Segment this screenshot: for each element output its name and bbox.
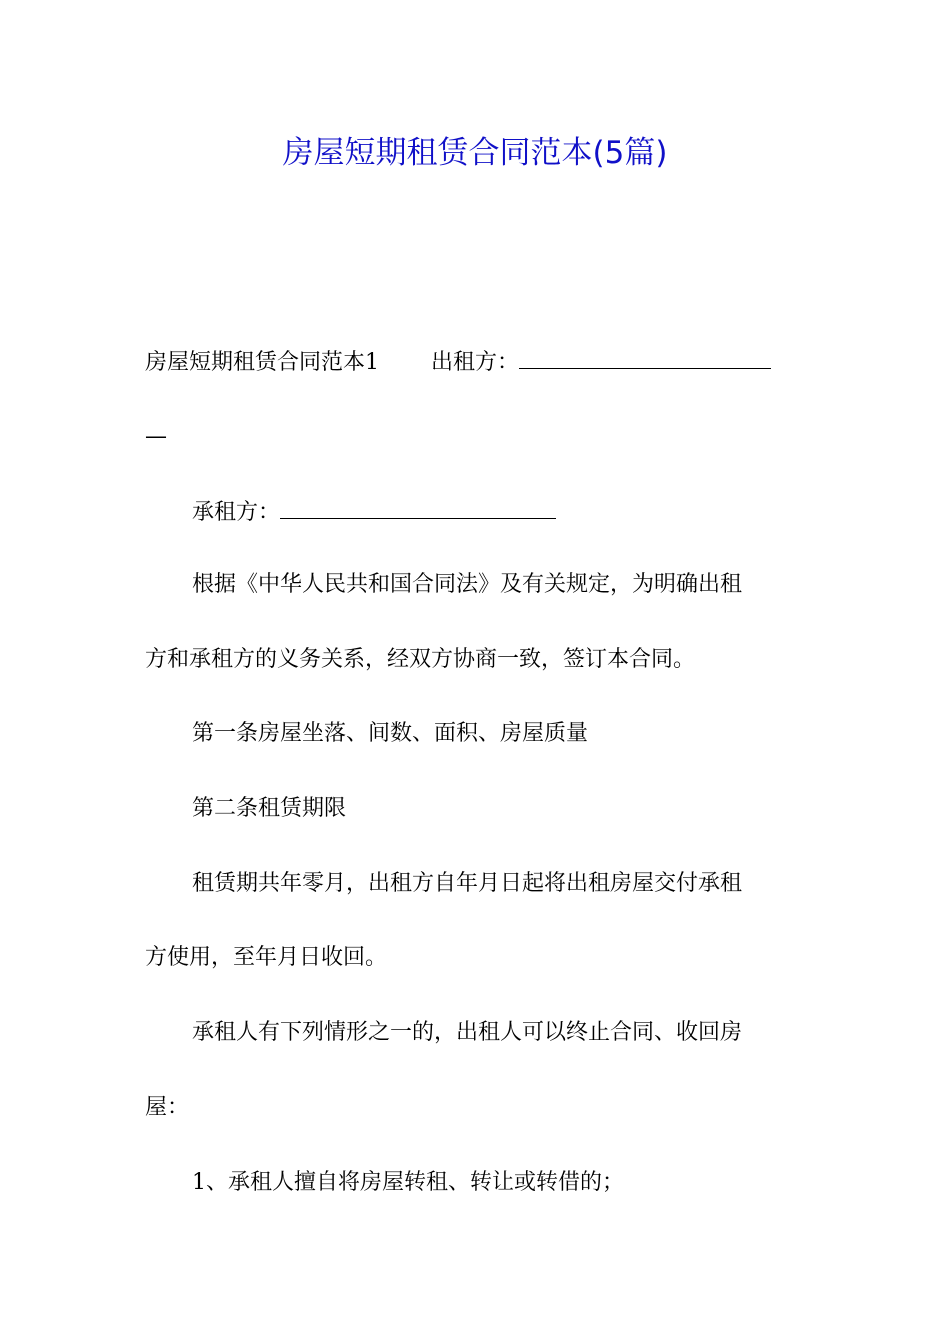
line-1 <box>145 344 771 380</box>
lessee-label: 承租方： <box>192 500 281 525</box>
lessor-blank-continuation: — <box>145 424 167 449</box>
article-one-heading: 第一条房屋坐落、间数、面积、房屋质量 <box>192 721 589 746</box>
paragraph-line: 根据《中华人民共和国合同法》及有关规定，为明确出租 <box>192 572 743 597</box>
paragraph-line: 屋： <box>145 1095 190 1120</box>
line-2 <box>145 420 167 454</box>
list-item: 1、承租人擅自将房屋转租、转让或转借的； <box>192 1170 624 1195</box>
lessor-blank <box>519 344 771 369</box>
lessor-label: 出租方： <box>431 350 520 375</box>
contract-heading: 房屋短期租赁合同范本1 <box>145 350 379 375</box>
paragraph-line: 方使用，至年月日收回。 <box>145 945 388 970</box>
document-title: 房屋短期租赁合同范本(5篇) <box>282 135 668 171</box>
paragraph-line: 方和承租方的义务关系，经双方协商一致，签订本合同。 <box>145 647 696 672</box>
paragraph-line: 租赁期共年零月，出租方自年月日起将出租房屋交付承租 <box>192 871 743 896</box>
lessee-blank <box>280 494 556 519</box>
line-3 <box>192 494 556 530</box>
article-two-heading: 第二条租赁期限 <box>192 796 347 821</box>
paragraph-line: 承租人有下列情形之一的，出租人可以终止合同、收回房 <box>192 1020 743 1045</box>
